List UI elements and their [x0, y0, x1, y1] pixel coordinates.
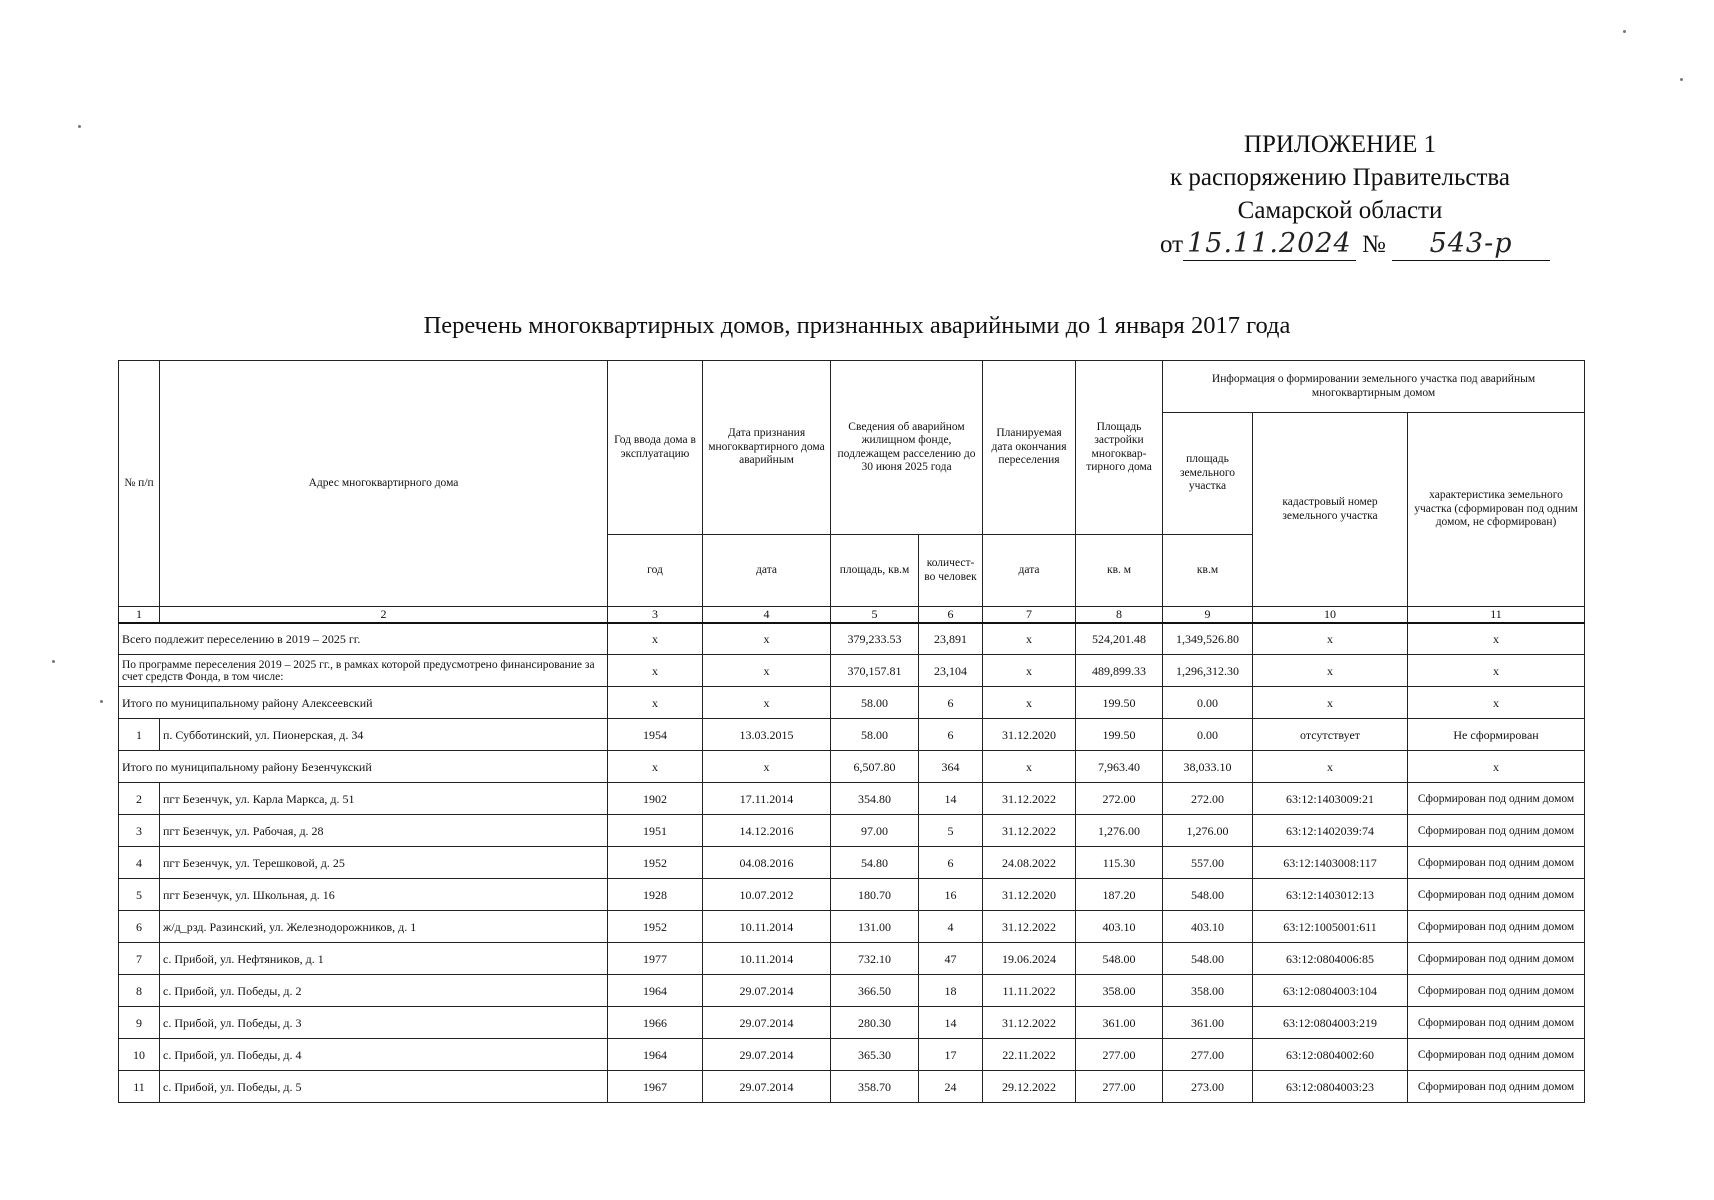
row-address: п. Субботинский, ул. Пионерская, д. 34: [160, 719, 608, 751]
from-label: от: [1160, 231, 1184, 258]
unit-area: площадь, кв.м: [831, 535, 919, 607]
header-land-info: Информация о формировании земельного участка под аварийным многоквартирным домом: [1163, 361, 1585, 413]
row-planned-date: 31.12.2022: [983, 1007, 1076, 1039]
row-number: 5: [119, 879, 160, 911]
row-date-recognized: 29.07.2014: [703, 1071, 831, 1103]
row-building-area: 115.30: [1076, 847, 1163, 879]
row-date-recognized: 10.11.2014: [703, 911, 831, 943]
row-people: 14: [919, 783, 983, 815]
col-number: 7: [983, 607, 1076, 623]
table-row: [119, 1007, 1585, 1039]
table-row: [119, 847, 1585, 879]
number-label: №: [1361, 231, 1386, 258]
table-row: [119, 1071, 1585, 1103]
row-year: 1967: [608, 1071, 703, 1103]
row-cadastral: 63:12:0804006:85: [1253, 943, 1408, 975]
summary-cell: х: [1253, 623, 1408, 655]
col-number: 3: [608, 607, 703, 623]
summary-cell: 23,104: [919, 655, 983, 687]
row-number: 11: [119, 1071, 160, 1103]
row-year: 1966: [608, 1007, 703, 1039]
summary-total-row: [119, 623, 1585, 655]
row-characteristics: Сформирован под одним домом: [1408, 879, 1585, 911]
row-planned-date: 31.12.2022: [983, 815, 1076, 847]
row-cadastral: 63:12:0804002:60: [1253, 1039, 1408, 1071]
summary-cell: 370,157.81: [831, 655, 919, 687]
appendix-header: [1100, 128, 1580, 261]
row-cadastral: 63:12:1005001:611: [1253, 911, 1408, 943]
row-date-recognized: 04.08.2016: [703, 847, 831, 879]
row-building-area: 1,276.00: [1076, 815, 1163, 847]
row-cadastral: 63:12:0804003:104: [1253, 975, 1408, 1007]
table-row: [119, 783, 1585, 815]
row-area: 732.10: [831, 943, 919, 975]
row-address: с. Прибой, ул. Победы, д. 4: [160, 1039, 608, 1071]
row-address: с. Прибой, ул. Победы, д. 2: [160, 975, 608, 1007]
row-number: 10: [119, 1039, 160, 1071]
row-address: пгт Безенчук, ул. Карла Маркса, д. 51: [160, 783, 608, 815]
scan-speck: [1623, 30, 1626, 33]
district-cell: х: [1253, 751, 1408, 783]
summary-cell: 379,233.53: [831, 623, 919, 655]
row-land-area: 548.00: [1163, 879, 1253, 911]
district-cell: 58.00: [831, 687, 919, 719]
row-number: 3: [119, 815, 160, 847]
row-area: 97.00: [831, 815, 919, 847]
row-building-area: 187.20: [1076, 879, 1163, 911]
summary-program-label: По программе переселения 2019 – 2025 гг., в рамках которой предусмотрено финансирование за счет средств Фонда, в том числе:: [119, 655, 608, 687]
district-total-row: [119, 751, 1585, 783]
row-land-area: 403.10: [1163, 911, 1253, 943]
row-planned-date: 31.12.2022: [983, 911, 1076, 943]
summary-cell: 23,891: [919, 623, 983, 655]
row-number: 1: [119, 719, 160, 751]
row-land-area: 358.00: [1163, 975, 1253, 1007]
district-cell: х: [608, 751, 703, 783]
header-year: Год ввода дома в эксплуатацию: [608, 361, 703, 535]
summary-cell: х: [983, 655, 1076, 687]
row-building-area: 277.00: [1076, 1039, 1163, 1071]
summary-cell: х: [703, 623, 831, 655]
row-number: 7: [119, 943, 160, 975]
row-building-area: 277.00: [1076, 1071, 1163, 1103]
row-area: 58.00: [831, 719, 919, 751]
row-area: 131.00: [831, 911, 919, 943]
row-area: 366.50: [831, 975, 919, 1007]
header-land-area: площадь земельного участка: [1163, 413, 1253, 535]
row-area: 358.70: [831, 1071, 919, 1103]
row-address: ж/д_рзд. Разинский, ул. Железнодорожников, д. 1: [160, 911, 608, 943]
row-building-area: 272.00: [1076, 783, 1163, 815]
row-planned-date: 31.12.2020: [983, 719, 1076, 751]
row-area: 365.30: [831, 1039, 919, 1071]
scan-speck: [100, 700, 103, 703]
scan-speck: [1680, 78, 1683, 81]
table-row: [119, 719, 1585, 751]
header-characteristics: характеристика земельного участка (сформирован под одним домом, не сформирован): [1408, 413, 1585, 607]
district-cell: 0.00: [1163, 687, 1253, 719]
header-num: № п/п: [119, 361, 160, 607]
header-address: Адрес многоквартирного дома: [160, 361, 608, 607]
header-planned-date: Планируемая дата окончания переселения: [983, 361, 1076, 535]
header-date-recognized: Дата признания многоквартирного дома аварийным: [703, 361, 831, 535]
unit-year: год: [608, 535, 703, 607]
row-year: 1964: [608, 975, 703, 1007]
row-address: с. Прибой, ул. Нефтяников, д. 1: [160, 943, 608, 975]
row-year: 1952: [608, 847, 703, 879]
district-total-label: Итого по муниципальному району Безенчукский: [119, 751, 608, 783]
row-people: 6: [919, 719, 983, 751]
summary-cell: х: [608, 655, 703, 687]
col-number: 2: [160, 607, 608, 623]
row-building-area: 403.10: [1076, 911, 1163, 943]
district-total-label: Итого по муниципальному району Алексеевский: [119, 687, 608, 719]
district-cell: х: [608, 687, 703, 719]
summary-cell: х: [703, 655, 831, 687]
row-area: 54.80: [831, 847, 919, 879]
row-characteristics: Сформирован под одним домом: [1408, 815, 1585, 847]
row-address: пгт Безенчук, ул. Рабочая, д. 28: [160, 815, 608, 847]
row-cadastral: 63:12:1403012:13: [1253, 879, 1408, 911]
scan-speck: [52, 660, 55, 663]
summary-cell: 489,899.33: [1076, 655, 1163, 687]
unit-planned: дата: [983, 535, 1076, 607]
row-characteristics: Сформирован под одним домом: [1408, 911, 1585, 943]
row-address: с. Прибой, ул. Победы, д. 3: [160, 1007, 608, 1039]
row-year: 1902: [608, 783, 703, 815]
row-address: пгт Безенчук, ул. Терешковой, д. 25: [160, 847, 608, 879]
row-date-recognized: 14.12.2016: [703, 815, 831, 847]
row-characteristics: Сформирован под одним домом: [1408, 975, 1585, 1007]
row-characteristics: Сформирован под одним домом: [1408, 1071, 1585, 1103]
table-row: [119, 815, 1585, 847]
row-land-area: 361.00: [1163, 1007, 1253, 1039]
district-cell: 199.50: [1076, 687, 1163, 719]
summary-cell: 1,349,526.80: [1163, 623, 1253, 655]
district-cell: 6: [919, 687, 983, 719]
row-planned-date: 11.11.2022: [983, 975, 1076, 1007]
row-date-recognized: 29.07.2014: [703, 1039, 831, 1071]
row-people: 47: [919, 943, 983, 975]
summary-cell: 524,201.48: [1076, 623, 1163, 655]
district-cell: х: [983, 687, 1076, 719]
row-area: 354.80: [831, 783, 919, 815]
col-number: 1: [119, 607, 160, 623]
row-cadastral: 63:12:0804003:219: [1253, 1007, 1408, 1039]
row-people: 14: [919, 1007, 983, 1039]
row-land-area: 557.00: [1163, 847, 1253, 879]
col-number: 9: [1163, 607, 1253, 623]
col-number: 10: [1253, 607, 1408, 623]
header-housing-info: Сведения об аварийном жилищном фонде, подлежащем расселению до 30 июня 2025 года: [831, 361, 983, 535]
row-people: 24: [919, 1071, 983, 1103]
row-date-recognized: 10.11.2014: [703, 943, 831, 975]
handwritten-date: 15.11.2024: [1183, 227, 1356, 261]
row-cadastral: отсутствует: [1253, 719, 1408, 751]
unit-date: дата: [703, 535, 831, 607]
row-cadastral: 63:12:1402039:74: [1253, 815, 1408, 847]
row-cadastral: 63:12:0804003:23: [1253, 1071, 1408, 1103]
appendix-region: Самарской области: [1237, 197, 1443, 224]
summary-cell: х: [983, 623, 1076, 655]
summary-cell: х: [1408, 655, 1585, 687]
row-characteristics: Сформирован под одним домом: [1408, 847, 1585, 879]
row-characteristics: Не сформирован: [1408, 719, 1585, 751]
row-building-area: 361.00: [1076, 1007, 1163, 1039]
row-number: 9: [119, 1007, 160, 1039]
row-land-area: 548.00: [1163, 943, 1253, 975]
row-area: 280.30: [831, 1007, 919, 1039]
row-number: 8: [119, 975, 160, 1007]
row-year: 1977: [608, 943, 703, 975]
summary-program-row: [119, 655, 1585, 687]
col-number: 6: [919, 607, 983, 623]
district-cell: 364: [919, 751, 983, 783]
row-land-area: 273.00: [1163, 1071, 1253, 1103]
row-land-area: 272.00: [1163, 783, 1253, 815]
district-cell: х: [1253, 687, 1408, 719]
row-year: 1954: [608, 719, 703, 751]
row-planned-date: 24.08.2022: [983, 847, 1076, 879]
district-cell: 7,963.40: [1076, 751, 1163, 783]
district-cell: х: [983, 751, 1076, 783]
row-land-area: 0.00: [1163, 719, 1253, 751]
table-row: [119, 911, 1585, 943]
col-number: 4: [703, 607, 831, 623]
row-number: 4: [119, 847, 160, 879]
summary-total-label: Всего подлежит переселению в 2019 – 2025 гг.: [119, 623, 608, 655]
row-number: 6: [119, 911, 160, 943]
unit-sqm: кв. м: [1076, 535, 1163, 607]
table-row: [119, 975, 1585, 1007]
row-characteristics: Сформирован под одним домом: [1408, 943, 1585, 975]
summary-cell: х: [1253, 655, 1408, 687]
row-people: 4: [919, 911, 983, 943]
row-date-recognized: 17.11.2014: [703, 783, 831, 815]
col-number: 8: [1076, 607, 1163, 623]
row-planned-date: 31.12.2022: [983, 783, 1076, 815]
row-people: 17: [919, 1039, 983, 1071]
header-cadastral: кадастровый номер земельного участка: [1253, 413, 1408, 607]
row-date-recognized: 29.07.2014: [703, 1007, 831, 1039]
row-people: 6: [919, 847, 983, 879]
row-people: 5: [919, 815, 983, 847]
row-people: 18: [919, 975, 983, 1007]
row-cadastral: 63:12:1403008:117: [1253, 847, 1408, 879]
summary-cell: х: [1408, 623, 1585, 655]
table-row: [119, 1039, 1585, 1071]
emergency-housing-table: [118, 360, 1585, 1103]
district-cell: х: [703, 751, 831, 783]
row-year: 1964: [608, 1039, 703, 1071]
row-date-recognized: 29.07.2014: [703, 975, 831, 1007]
row-year: 1952: [608, 911, 703, 943]
table-row: [119, 943, 1585, 975]
unit-land-sqm: кв.м: [1163, 535, 1253, 607]
district-cell: х: [703, 687, 831, 719]
row-address: пгт Безенчук, ул. Школьная, д. 16: [160, 879, 608, 911]
table-row: [119, 879, 1585, 911]
summary-cell: 1,296,312.30: [1163, 655, 1253, 687]
row-planned-date: 31.12.2020: [983, 879, 1076, 911]
row-characteristics: Сформирован под одним домом: [1408, 783, 1585, 815]
row-number: 2: [119, 783, 160, 815]
row-planned-date: 29.12.2022: [983, 1071, 1076, 1103]
row-year: 1928: [608, 879, 703, 911]
appendix-order-ref: к распоряжению Правительства: [1169, 164, 1510, 191]
district-cell: х: [1408, 751, 1585, 783]
row-land-area: 1,276.00: [1163, 815, 1253, 847]
row-people: 16: [919, 879, 983, 911]
row-planned-date: 19.06.2024: [983, 943, 1076, 975]
header-building-area: Площадь застройки многоквар-тирного дома: [1076, 361, 1163, 535]
row-planned-date: 22.11.2022: [983, 1039, 1076, 1071]
row-address: с. Прибой, ул. Победы, д. 5: [160, 1071, 608, 1103]
col-number: 11: [1408, 607, 1585, 623]
handwritten-number: 543-р: [1392, 227, 1550, 261]
row-date-recognized: 10.07.2012: [703, 879, 831, 911]
district-cell: 6,507.80: [831, 751, 919, 783]
appendix-label: ПРИЛОЖЕНИЕ 1: [1243, 131, 1437, 158]
row-year: 1951: [608, 815, 703, 847]
document-title: Перечень многоквартирных домов, признанных аварийными до 1 января 2017 года: [423, 312, 1291, 339]
row-area: 180.70: [831, 879, 919, 911]
district-cell: 38,033.10: [1163, 751, 1253, 783]
summary-cell: х: [608, 623, 703, 655]
row-characteristics: Сформирован под одним домом: [1408, 1039, 1585, 1071]
row-land-area: 277.00: [1163, 1039, 1253, 1071]
scan-speck: [78, 125, 81, 128]
district-total-row: [119, 687, 1585, 719]
row-building-area: 548.00: [1076, 943, 1163, 975]
row-date-recognized: 13.03.2015: [703, 719, 831, 751]
row-characteristics: Сформирован под одним домом: [1408, 1007, 1585, 1039]
row-building-area: 358.00: [1076, 975, 1163, 1007]
col-number: 5: [831, 607, 919, 623]
appendix-date-number: [1160, 227, 1580, 261]
column-number-row: [119, 607, 1585, 623]
district-cell: х: [1408, 687, 1585, 719]
unit-people: количест-во человек: [919, 535, 983, 607]
house-rows: [119, 783, 1585, 1103]
row-cadastral: 63:12:1403009:21: [1253, 783, 1408, 815]
row-building-area: 199.50: [1076, 719, 1163, 751]
